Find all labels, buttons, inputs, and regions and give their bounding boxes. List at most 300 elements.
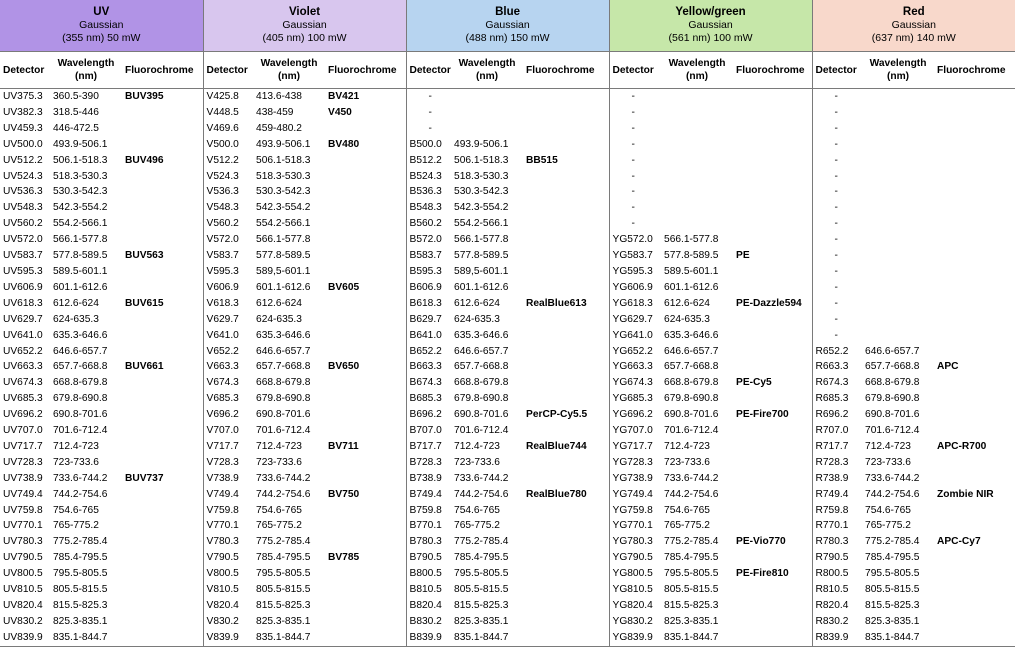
wavelength-cell <box>862 248 934 264</box>
wavelength-cell: 679.8-690.8 <box>256 393 311 405</box>
fluorochrome-cell <box>523 582 609 598</box>
detector-cell: V674.3 <box>206 377 239 389</box>
fluorochrome-cell <box>733 328 812 344</box>
detector-cell: - <box>631 91 635 102</box>
detector-cell: UV618.3 <box>3 297 43 309</box>
detector-cell: UV641.0 <box>3 329 43 341</box>
fluorochrome-cell: BV421 <box>325 89 406 105</box>
wavelength-cell: 668.8-679.8 <box>865 377 920 389</box>
fluorochrome-cell <box>325 598 406 614</box>
wavelength-cell: 733.6-744.2 <box>454 472 509 484</box>
wavelength-cell: 795.5-805.5 <box>53 568 108 580</box>
fluorochrome-cell: BV650 <box>325 359 406 375</box>
wavelength-cell: 612.6-624 <box>454 297 500 309</box>
detector-cell: UV382.3 <box>3 106 43 118</box>
detector-cell: YG618.3 <box>612 297 653 309</box>
fluorochrome-cell <box>934 137 1015 153</box>
detector-cell: - <box>631 122 635 134</box>
detector-cell: R685.3 <box>815 393 849 405</box>
table-row <box>0 105 1015 121</box>
wavelength-cell: 765-775.2 <box>664 520 710 532</box>
detector-cell: - <box>428 91 432 102</box>
wavelength-cell <box>661 169 733 185</box>
laser-name: Blue <box>495 6 520 18</box>
wavelength-cell: 785.4-795.5 <box>664 552 719 564</box>
fluorochrome-cell <box>325 423 406 439</box>
table-row <box>0 121 1015 137</box>
wavelength-cell: 493.9-506.1 <box>454 138 509 150</box>
wavelength-cell: 805.5-815.5 <box>664 584 719 596</box>
fluorochrome-cell <box>122 121 203 137</box>
fluorochrome-cell <box>934 455 1015 471</box>
column-header-wavelength <box>253 52 325 89</box>
table-row <box>0 89 1015 105</box>
detector-cell: YG572.0 <box>612 234 653 246</box>
wavelength-cell: 754.6-765 <box>256 504 302 516</box>
detector-cell: V830.2 <box>206 615 239 627</box>
detector-cell: UV606.9 <box>3 281 43 293</box>
detector-cell: R652.2 <box>815 345 849 357</box>
fluorochrome-cell <box>523 598 609 614</box>
wavelength-cell: 577.8-589.5 <box>53 250 108 262</box>
wavelength-cell: 542.3-554.2 <box>53 202 108 214</box>
fluorochrome-cell <box>934 344 1015 360</box>
column-header-fluorochrome: Fluorochrome <box>325 52 406 89</box>
detector-cell: UV696.2 <box>3 409 43 421</box>
wavelength-cell <box>661 121 733 137</box>
fluorochrome-cell <box>523 105 609 121</box>
fluorochrome-cell <box>122 312 203 328</box>
detector-cell: V759.8 <box>206 504 239 516</box>
wavelength-cell: 624-635.3 <box>664 313 710 325</box>
wavelength-cell <box>661 105 733 121</box>
detector-cell: - <box>834 329 838 341</box>
fluorochrome-cell <box>934 328 1015 344</box>
table-row <box>0 407 1015 423</box>
detector-cell: B629.7 <box>409 313 442 325</box>
wavelength-cell: 815.5-825.3 <box>664 600 719 611</box>
fluorochrome-cell <box>325 630 406 646</box>
wavelength-cell: 701.6-712.4 <box>865 425 920 437</box>
wavelength-cell: 624-635.3 <box>53 313 99 325</box>
detector-cell: B830.2 <box>409 615 442 627</box>
fluorochrome-cell <box>523 184 609 200</box>
detector-cell: B728.3 <box>409 456 442 468</box>
wavelength-cell: 795.5-805.5 <box>454 568 509 580</box>
detector-cell: UV524.3 <box>3 170 43 182</box>
detector-cell: - <box>834 154 838 166</box>
fluorochrome-cell <box>523 566 609 582</box>
wavelength-cell: 657.7-668.8 <box>454 361 509 373</box>
wavelength-header-line: Wavelength <box>57 58 115 69</box>
wavelength-cell: 785.4-795.5 <box>53 552 108 564</box>
detector-cell: YG685.3 <box>612 393 653 405</box>
wavelength-cell: 712.4-723 <box>256 440 302 452</box>
fluorochrome-cell <box>934 312 1015 328</box>
laser-header-row <box>0 0 1015 52</box>
table-row <box>0 296 1015 312</box>
detector-cell: YG839.9 <box>609 630 661 646</box>
column-header-fluorochrome: Fluorochrome <box>934 52 1015 89</box>
wavelength-cell: 360.5-390 <box>53 91 99 102</box>
fluorochrome-cell <box>934 550 1015 566</box>
table-row <box>0 248 1015 264</box>
fluorochrome-cell <box>523 264 609 280</box>
detector-cell: B641.0 <box>409 329 442 341</box>
fluorochrome-cell <box>934 614 1015 630</box>
fluorochrome-cell <box>934 391 1015 407</box>
wavelength-cell: 815.5-825.3 <box>454 600 509 611</box>
detector-cell: - <box>631 218 635 230</box>
fluorochrome-cell <box>934 153 1015 169</box>
wavelength-cell: 835.1-844.7 <box>451 630 523 646</box>
wavelength-cell: 601.1-612.6 <box>664 281 719 293</box>
detector-cell: - <box>834 170 838 182</box>
detector-cell: V749.4 <box>206 488 239 500</box>
wavelength-cell <box>862 312 934 328</box>
wavelength-cell: 601.1-612.6 <box>53 281 108 293</box>
table-row <box>0 312 1015 328</box>
wavelength-cell: 733.6-744.2 <box>256 472 311 484</box>
fluorochrome-cell <box>934 280 1015 296</box>
wavelength-header-line: Wavelength <box>668 58 726 69</box>
fluorochrome-cell <box>523 169 609 185</box>
fluorochrome-cell <box>733 439 812 455</box>
detector-cell: UV749.4 <box>3 488 43 500</box>
fluorochrome-cell <box>122 137 203 153</box>
wavelength-cell: 825.3-835.1 <box>664 615 719 627</box>
wavelength-cell: 795.5-805.5 <box>865 568 920 580</box>
wavelength-cell: 765-775.2 <box>454 520 500 532</box>
wavelength-cell: 701.6-712.4 <box>664 425 719 437</box>
wavelength-cell: 733.6-744.2 <box>664 472 719 484</box>
fluorochrome-cell: BB515 <box>523 153 609 169</box>
fluorochrome-cell <box>325 296 406 312</box>
detector-cell: YG652.2 <box>612 345 653 357</box>
fluorochrome-cell: PerCP-Cy5.5 <box>523 407 609 423</box>
fluorochrome-cell <box>122 630 203 646</box>
fluorochrome-cell <box>122 200 203 216</box>
wavelength-cell: 815.5-825.3 <box>865 600 920 611</box>
table-row <box>0 264 1015 280</box>
laser-mode: Gaussian <box>688 19 733 31</box>
fluorochrome-cell <box>733 89 812 105</box>
fluorochrome-cell <box>934 471 1015 487</box>
fluorochrome-cell <box>122 423 203 439</box>
fluorochrome-cell <box>325 614 406 630</box>
fluorochrome-cell: APC <box>937 361 959 373</box>
wavelength-cell <box>862 328 934 344</box>
fluorochrome-cell <box>523 471 609 487</box>
wavelength-cell: 765-775.2 <box>53 520 99 532</box>
detector-cell: - <box>631 138 635 150</box>
wavelength-cell <box>661 153 733 169</box>
wavelength-cell: 679.8-690.8 <box>53 393 108 405</box>
detector-cell: B759.8 <box>409 504 442 516</box>
fluorochrome-cell <box>934 169 1015 185</box>
fluorochrome-cell: BUV496 <box>122 153 203 169</box>
laser-header-uv <box>0 0 203 52</box>
laser-name: Yellow/green <box>675 6 746 18</box>
detector-cell: UV780.3 <box>3 536 43 548</box>
detector-cell: - <box>834 265 838 277</box>
fluorochrome-cell <box>523 503 609 519</box>
detector-cell: B839.9 <box>406 630 451 646</box>
table-row <box>0 614 1015 630</box>
wavelength-cell: 577.8-589.5 <box>256 250 311 262</box>
detector-cell: UV717.7 <box>3 440 43 452</box>
detector-cell: V696.2 <box>206 409 239 421</box>
wavelength-unit-line: (nm) <box>74 71 98 82</box>
fluorochrome-cell <box>122 375 203 391</box>
fluorochrome-cell <box>934 184 1015 200</box>
fluorochrome-cell <box>733 153 812 169</box>
fluorochrome-cell: BUV395 <box>122 89 203 105</box>
fluorochrome-cell <box>325 328 406 344</box>
fluorochrome-cell <box>523 359 609 375</box>
table-row <box>0 232 1015 248</box>
fluorochrome-cell <box>325 248 406 264</box>
wavelength-cell: 518.3-530.3 <box>256 170 311 182</box>
wavelength-cell: 805.5-815.5 <box>454 584 509 596</box>
detector-cell: UV759.8 <box>3 504 43 516</box>
fluorochrome-cell <box>733 582 812 598</box>
fluorochrome-cell: RealBlue744 <box>523 439 609 455</box>
wavelength-cell: 815.5-825.3 <box>53 600 108 611</box>
table-row <box>0 153 1015 169</box>
fluorochrome-cell <box>122 550 203 566</box>
wavelength-cell: 733.6-744.2 <box>865 472 920 484</box>
detector-cell: YG629.7 <box>612 313 653 325</box>
wavelength-cell: 624-635.3 <box>454 313 500 325</box>
detector-cell: - <box>631 186 635 198</box>
wavelength-cell: 701.6-712.4 <box>256 425 311 437</box>
column-header-detector: Detector <box>0 52 50 89</box>
fluorochrome-cell <box>325 153 406 169</box>
wavelength-cell: 754.6-765 <box>53 504 99 516</box>
wavelength-cell: 690.8-701.6 <box>664 409 719 421</box>
detector-cell: - <box>834 250 838 262</box>
detector-cell: B652.2 <box>409 345 442 357</box>
wavelength-cell: 679.8-690.8 <box>454 393 509 405</box>
laser-spec: (488 nm) 150 mW <box>465 32 550 44</box>
detector-cell: YG810.5 <box>612 584 653 596</box>
fluorochrome-cell <box>325 471 406 487</box>
detector-cell: V790.5 <box>206 552 239 564</box>
fluorochrome-cell <box>325 264 406 280</box>
detector-cell: UV820.4 <box>3 600 43 611</box>
fluorochrome-cell <box>733 518 812 534</box>
detector-cell: - <box>834 186 838 198</box>
fluorochrome-cell <box>934 200 1015 216</box>
fluorochrome-cell <box>122 264 203 280</box>
table-row <box>0 216 1015 232</box>
detector-cell: YG595.3 <box>612 265 653 277</box>
wavelength-cell: 589.5-601.1 <box>53 265 108 277</box>
wavelength-cell: 566.1-577.8 <box>256 234 311 246</box>
detector-cell: R696.2 <box>815 409 849 421</box>
wavelength-cell: 554.2-566.1 <box>454 218 509 230</box>
detector-cell: B595.3 <box>409 265 442 277</box>
column-header-wavelength <box>661 52 733 89</box>
fluorochrome-cell <box>122 582 203 598</box>
fluorochrome-cell <box>934 566 1015 582</box>
wavelength-cell: 775.2-785.4 <box>454 536 509 548</box>
fluorochrome-cell <box>733 359 812 375</box>
detector-cell: V707.0 <box>206 425 239 437</box>
column-header-fluorochrome: Fluorochrome <box>122 52 203 89</box>
detector-cell: UV536.3 <box>3 186 43 198</box>
wavelength-cell: 775.2-785.4 <box>865 536 920 548</box>
detector-cell: R770.1 <box>815 520 849 532</box>
wavelength-cell: 635.3-646.6 <box>664 329 719 341</box>
wavelength-cell: 566.1-577.8 <box>53 234 108 246</box>
wavelength-cell: 835.1-844.7 <box>862 630 934 646</box>
wavelength-cell: 318.5-446 <box>53 106 99 118</box>
wavelength-cell: 775.2-785.4 <box>664 536 719 548</box>
fluorochrome-cell <box>934 264 1015 280</box>
fluorochrome-cell <box>523 550 609 566</box>
fluorochrome-cell: BV785 <box>325 550 406 566</box>
wavelength-cell <box>862 216 934 232</box>
detector-cell: - <box>834 218 838 230</box>
fluorochrome-cell <box>523 232 609 248</box>
fluorochrome-cell: BV480 <box>325 137 406 153</box>
detector-cell: YG759.8 <box>612 504 653 516</box>
detector-cell: YG738.9 <box>612 472 653 484</box>
wavelength-header-line: Wavelength <box>458 58 516 69</box>
fluorochrome-cell <box>733 232 812 248</box>
fluorochrome-cell <box>934 296 1015 312</box>
detector-cell: UV512.2 <box>3 154 43 166</box>
fluorochrome-cell <box>733 137 812 153</box>
fluorochrome-cell <box>122 614 203 630</box>
detector-cell: - <box>631 106 635 118</box>
laser-spec: (561 nm) 100 mW <box>668 32 753 44</box>
detector-cell: YG674.3 <box>612 377 653 389</box>
fluorochrome-cell <box>122 280 203 296</box>
detector-cell: B606.9 <box>409 281 442 293</box>
detector-cell: V780.3 <box>206 536 239 548</box>
wavelength-cell: 805.5-815.5 <box>53 584 108 596</box>
detector-cell: YG820.4 <box>612 600 653 611</box>
column-header-fluorochrome: Fluorochrome <box>733 52 812 89</box>
fluorochrome-cell: BV605 <box>325 280 406 296</box>
fluorochrome-cell <box>325 121 406 137</box>
column-header-row <box>0 52 1015 89</box>
wavelength-cell <box>862 280 934 296</box>
fluorochrome-cell <box>733 121 812 137</box>
detector-cell: V524.3 <box>206 170 239 182</box>
detector-cell: YG749.4 <box>612 488 653 500</box>
fluorochrome-cell <box>122 232 203 248</box>
wavelength-cell: 657.7-668.8 <box>664 361 719 373</box>
table-row <box>0 455 1015 471</box>
fluorochrome-cell <box>523 280 609 296</box>
detector-cell: - <box>834 106 838 118</box>
fluorochrome-cell <box>325 184 406 200</box>
detector-cell: V548.3 <box>206 202 239 214</box>
wavelength-cell: 712.4-723 <box>53 440 99 452</box>
detector-cell: UV839.9 <box>0 630 50 646</box>
detector-cell: YG830.2 <box>612 615 653 627</box>
detector-cell: YG641.0 <box>612 329 653 341</box>
detector-cell: - <box>428 106 432 118</box>
detector-cell: V685.3 <box>206 393 239 405</box>
fluorochrome-cell <box>733 455 812 471</box>
detector-cell: B560.2 <box>409 218 442 230</box>
detector-cell: V606.9 <box>206 281 239 293</box>
detector-cell: - <box>428 122 432 134</box>
wavelength-cell: 712.4-723 <box>865 440 911 452</box>
detector-cell: R810.5 <box>815 584 849 596</box>
table-row <box>0 375 1015 391</box>
detector-cell: UV674.3 <box>3 377 43 389</box>
fluorochrome-cell <box>934 518 1015 534</box>
detector-cell: V820.4 <box>206 600 239 611</box>
fluorochrome-cell <box>325 455 406 471</box>
wavelength-cell: 577.8-589.5 <box>454 250 509 262</box>
detector-cell: UV572.0 <box>3 234 43 246</box>
fluorochrome-cell <box>325 518 406 534</box>
fluorochrome-cell: BUV615 <box>122 296 203 312</box>
wavelength-cell: 668.8-679.8 <box>256 377 311 389</box>
fluorochrome-cell <box>122 503 203 519</box>
detector-cell: R800.5 <box>815 568 849 580</box>
wavelength-cell <box>862 169 934 185</box>
wavelength-cell: 815.5-825.3 <box>256 600 311 611</box>
wavelength-cell <box>862 89 934 105</box>
wavelength-unit-line: (nm) <box>277 71 301 82</box>
wavelength-cell: 723-733.6 <box>865 456 911 468</box>
detector-cell: B583.7 <box>409 250 442 262</box>
wavelength-cell <box>862 200 934 216</box>
wavelength-cell: 601.1-612.6 <box>454 281 509 293</box>
fluorochrome-cell <box>733 280 812 296</box>
column-header-detector: Detector <box>812 52 862 89</box>
fluorochrome-cell <box>325 566 406 582</box>
detector-cell: R830.2 <box>815 615 849 627</box>
detector-cell: V572.0 <box>206 234 239 246</box>
wavelength-cell: 530.3-542.3 <box>256 186 311 198</box>
fluorochrome-cell <box>523 121 609 137</box>
wavelength-cell <box>451 89 523 105</box>
wavelength-header-line: Wavelength <box>260 58 318 69</box>
detector-cell: UV375.3 <box>3 91 43 102</box>
detector-cell: R780.3 <box>815 536 849 548</box>
fluorochrome-cell <box>325 232 406 248</box>
detector-cell: - <box>834 122 838 134</box>
detector-cell: V469.6 <box>206 122 239 134</box>
fluorochrome-cell <box>523 328 609 344</box>
detector-cell: V800.5 <box>206 568 239 580</box>
fluorochrome-cell: PE-Vio770 <box>733 534 812 550</box>
wavelength-cell: 612.6-624 <box>664 297 710 309</box>
fluorochrome-cell <box>934 423 1015 439</box>
table-row <box>0 487 1015 503</box>
detector-cell: YG707.0 <box>612 425 653 437</box>
wavelength-cell: 542.3-554.2 <box>454 202 509 214</box>
fluorochrome-cell: RealBlue613 <box>523 296 609 312</box>
wavelength-cell: 506.1-518.3 <box>454 154 509 166</box>
wavelength-cell: 530.3-542.3 <box>53 186 108 198</box>
fluorochrome-cell <box>733 614 812 630</box>
fluorochrome-cell <box>325 312 406 328</box>
detector-cell: R728.3 <box>815 456 849 468</box>
detector-cell: UV707.0 <box>3 425 43 437</box>
detector-cell: V560.2 <box>206 218 239 230</box>
detector-cell: - <box>834 234 838 246</box>
